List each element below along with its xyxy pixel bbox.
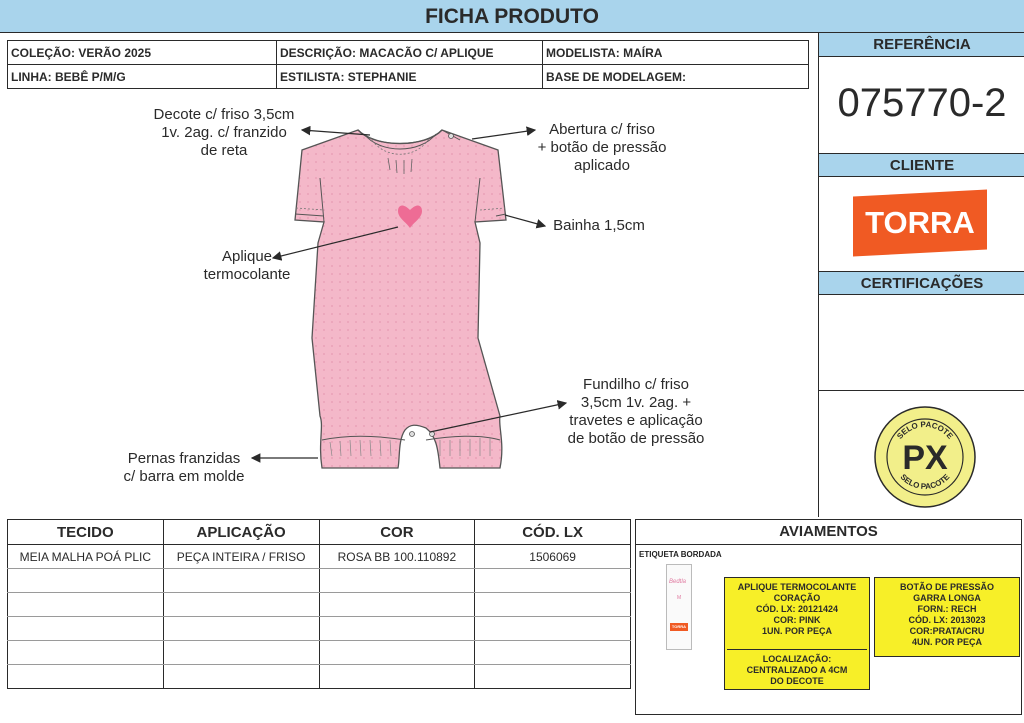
spec-line: GARRA LONGA xyxy=(913,593,981,603)
table-cell xyxy=(319,641,475,665)
column-header: TECIDO xyxy=(8,520,164,545)
estilista-field: ESTILISTA: STEPHANIE xyxy=(277,65,543,88)
table-cell xyxy=(475,641,631,665)
table-row xyxy=(8,593,631,617)
annotation-line: travetes e aplicação xyxy=(569,412,703,429)
annotation-line: 1v. 2ag. c/ franzido xyxy=(161,124,287,141)
table-header-row xyxy=(8,520,631,545)
annotation-bainha xyxy=(544,217,654,235)
annotation-line: de botão de pressão xyxy=(567,430,705,447)
annotation-line: c/ barra em molde xyxy=(123,468,245,485)
torra-logo xyxy=(853,189,987,256)
column-header: CÓD. LX xyxy=(475,520,631,545)
linha-field: LINHA: BEBÊ P/M/G xyxy=(8,65,277,88)
table-cell: PEÇA INTEIRA / FRISO xyxy=(163,545,319,569)
table-cell xyxy=(163,641,319,665)
woven-label-image xyxy=(666,564,692,650)
spec-line: COR:PRATA/CRU xyxy=(909,626,985,636)
table-cell: 1506069 xyxy=(475,545,631,569)
table-cell xyxy=(163,593,319,617)
annotation-decote xyxy=(138,106,310,160)
table-row xyxy=(8,641,631,665)
table-cell xyxy=(319,617,475,641)
spec-line: CORAÇÃO xyxy=(773,593,821,603)
seal-bottom-text: SELO PACOTE xyxy=(898,472,952,492)
certificacoes-header: CERTIFICAÇÕES xyxy=(819,271,1024,295)
descricao-field: DESCRIÇÃO: MACACÃO C/ APLIQUE xyxy=(277,41,543,65)
annotation-line: Abertura c/ friso xyxy=(549,121,655,138)
page-title: FICHA PRODUTO xyxy=(0,0,1024,33)
label-size-text: M xyxy=(677,595,682,601)
spec-line: LOCALIZAÇÃO: xyxy=(762,654,832,664)
base-modelagem-field: BASE DE MODELAGEM: xyxy=(546,70,687,84)
table-cell xyxy=(319,665,475,689)
spec-line: CÓD. LX: 20121424 xyxy=(755,604,839,614)
annotation-line: 3,5cm 1v. 2ag. + xyxy=(580,394,692,411)
colecao-field: COLEÇÃO: VERÃO 2025 xyxy=(8,41,277,65)
divider xyxy=(819,390,1024,391)
table-cell xyxy=(163,569,319,593)
table-cell xyxy=(8,665,164,689)
spec-line: CÓD. LX: 2013023 xyxy=(908,615,986,625)
table-row xyxy=(8,617,631,641)
table-cell xyxy=(163,617,319,641)
table-row xyxy=(8,545,631,569)
table-cell: MEIA MALHA POÁ PLIC xyxy=(8,545,164,569)
annotation-abertura xyxy=(522,121,682,175)
column-header: COR xyxy=(319,520,475,545)
annotation-line: de reta xyxy=(200,142,248,159)
etiqueta-label: ETIQUETA BORDADA xyxy=(639,550,722,559)
annotation-pernas xyxy=(110,450,258,486)
referencia-header: REFERÊNCIA xyxy=(819,33,1024,57)
spec-line: COR: PINK xyxy=(773,615,821,625)
table-cell xyxy=(163,665,319,689)
botao-spec-box xyxy=(874,577,1020,657)
annotation-line: Fundilho c/ friso xyxy=(583,376,689,393)
table-cell xyxy=(8,641,164,665)
spec-line: 1UN. POR PEÇA xyxy=(761,626,832,636)
fabric-table xyxy=(7,519,631,689)
annotation-line: Aplique xyxy=(221,248,273,265)
table-cell xyxy=(8,593,164,617)
table-cell xyxy=(475,569,631,593)
table-cell xyxy=(475,593,631,617)
spec-line: CENTRALIZADO A 4CM xyxy=(746,665,848,675)
table-cell xyxy=(8,569,164,593)
table-cell xyxy=(319,569,475,593)
annotation-line: termocolante xyxy=(203,266,291,283)
px-seal-icon xyxy=(873,405,977,509)
modelista-field: MODELISTA: MAÍRA xyxy=(543,41,808,65)
table-row xyxy=(8,665,631,689)
table-cell xyxy=(475,665,631,689)
table-cell xyxy=(475,617,631,641)
annotation-fundilho xyxy=(552,376,720,448)
spec-line: APLIQUE TERMOCOLANTE xyxy=(737,582,857,592)
spec-line: 4UN. POR PEÇA xyxy=(911,637,982,647)
aviamentos-title: AVIAMENTOS xyxy=(636,520,1021,545)
annotation-line: Decote c/ friso 3,5cm xyxy=(153,106,295,123)
annotation-line: + botão de pressão xyxy=(537,139,667,156)
aviamentos-panel xyxy=(635,519,1022,715)
side-panel xyxy=(818,33,1024,517)
seal-top-text: SELO PACOTE xyxy=(895,419,955,441)
annotation-line: Bainha 1,5cm xyxy=(553,217,645,234)
table-cell xyxy=(319,593,475,617)
table-cell: ROSA BB 100.110892 xyxy=(319,545,475,569)
spec-line: BOTÃO DE PRESSÃO xyxy=(899,582,994,592)
seal-center-text: PX xyxy=(902,439,948,477)
aplique-spec-box xyxy=(724,577,870,690)
annotation-line: aplicado xyxy=(574,157,630,174)
referencia-value: 075770-2 xyxy=(837,81,1007,125)
column-header: APLICAÇÃO xyxy=(163,520,319,545)
table-row xyxy=(8,569,631,593)
label-tag-text: TORRA xyxy=(671,624,687,629)
torra-logo-text: TORRA xyxy=(865,205,975,240)
annotation-line: Pernas franzidas xyxy=(127,450,241,467)
table-cell xyxy=(8,617,164,641)
annotation-aplique xyxy=(192,248,302,284)
spec-line: DO DECOTE xyxy=(770,676,824,686)
spec-line: FORN.: RECH xyxy=(917,604,977,614)
label-brand-text: Bedtla xyxy=(669,579,687,585)
cliente-header: CLIENTE xyxy=(819,153,1024,177)
